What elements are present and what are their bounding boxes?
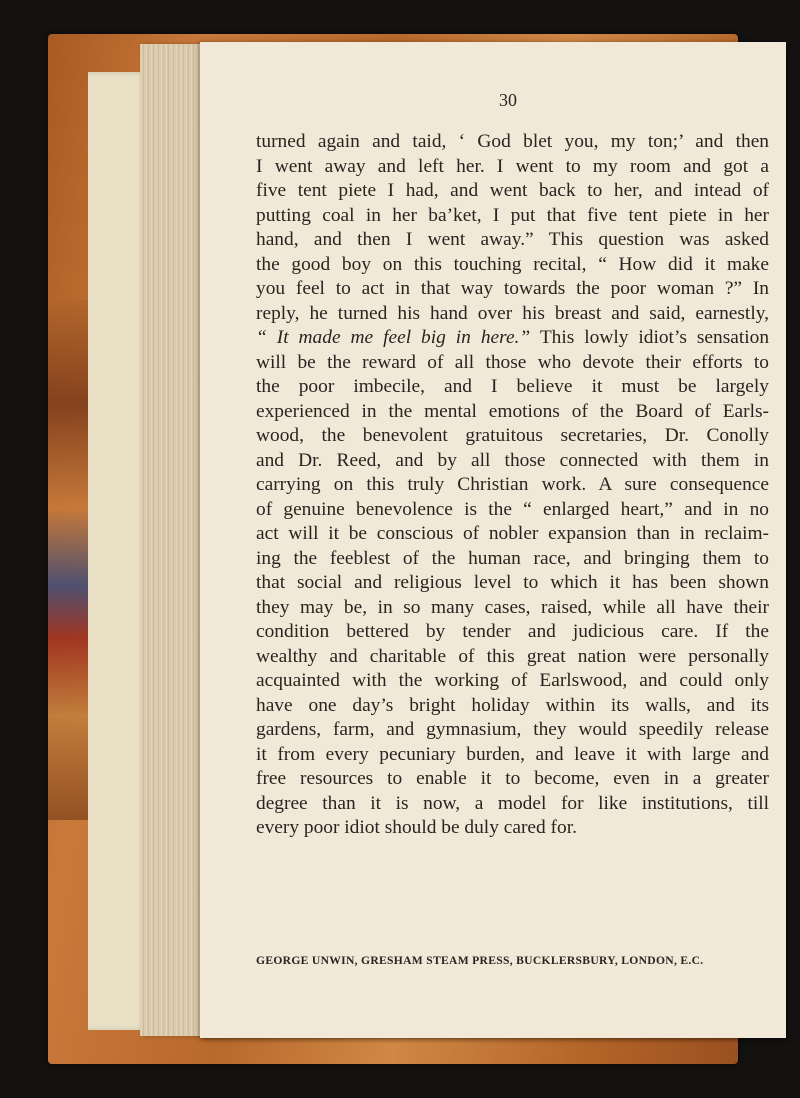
text-line: that social and religious level to which it has been shown	[256, 572, 769, 593]
text-line: turned again and taid, ‘ God blet you, my ton;’ and then	[256, 131, 769, 152]
text-line: wealthy and charitable of this great nation were personally	[256, 645, 769, 667]
text-line: experienced in the mental emotions of the Board of Earls-	[256, 400, 769, 422]
printer-imprint: GEORGE UNWIN, GRESHAM STEAM PRESS, BUCKLERSBURY, LONDON, E.C.	[256, 954, 704, 967]
body-text	[256, 130, 769, 841]
text-line: of genuine benevolence is the “ enlarged heart,” and in no	[256, 498, 769, 520]
text-line: I went away and left her. I went to my room and got a	[256, 155, 769, 177]
text-line: hand, and then I went away.” This question was asked	[256, 229, 769, 250]
text-line: reply, he turned his hand over his breast and said, earnestly,	[256, 302, 769, 324]
text-line: five tent piete I had, and went back to her, and intead of	[256, 180, 769, 201]
text-line: it from every pecuniary burden, and leave it with large and	[256, 743, 769, 765]
text-line: ing the feeblest of the human race, and bringing them to	[256, 547, 769, 569]
text-line-with-italic	[256, 326, 769, 351]
page-number: 30	[499, 90, 517, 110]
book-page	[200, 42, 786, 1038]
text-line: carrying on this truly Christian work. A sure consequence	[256, 474, 769, 495]
text-line: condition bettered by tender and judicious care. If the	[256, 621, 769, 642]
italic-quote: “ It made me feel big in here.”	[256, 327, 531, 348]
text-line: degree than it is now, a model for like institutions, till	[256, 792, 769, 814]
text-line: have one day’s bright holiday within its walls, and its	[256, 694, 769, 716]
text-line: the poor imbecile, and I believe it must be largely	[256, 376, 769, 397]
text-line: and Dr. Reed, and by all those connected with them in	[256, 449, 769, 471]
text-line: you feel to act in that way towards the poor woman ?” In	[256, 278, 769, 299]
text-line: they may be, in so many cases, raised, while all have their	[256, 596, 769, 618]
line-remainder: This lowly idiot’s sensation	[539, 327, 770, 348]
text-line: wood, the benevolent gratuitous secretaries, Dr. Conolly	[256, 425, 769, 446]
text-line: gardens, farm, and gymnasium, they would speedily release	[256, 719, 769, 740]
text-line: the good boy on this touching recital, “ How did it make	[256, 253, 769, 275]
text-line: act will it be conscious of nobler expansion than in reclaim-	[256, 523, 769, 544]
text-line: every poor idiot should be duly cared for.	[256, 817, 577, 838]
text-line: putting coal in her ba’ket, I put that five tent piete in her	[256, 204, 769, 226]
text-line: acquainted with the working of Earlswood, and could only	[256, 670, 769, 691]
text-line: will be the reward of all those who devote their efforts to	[256, 351, 769, 373]
text-line: free resources to enable it to become, even in a greater	[256, 768, 769, 789]
marbled-cover-edge	[48, 300, 88, 820]
